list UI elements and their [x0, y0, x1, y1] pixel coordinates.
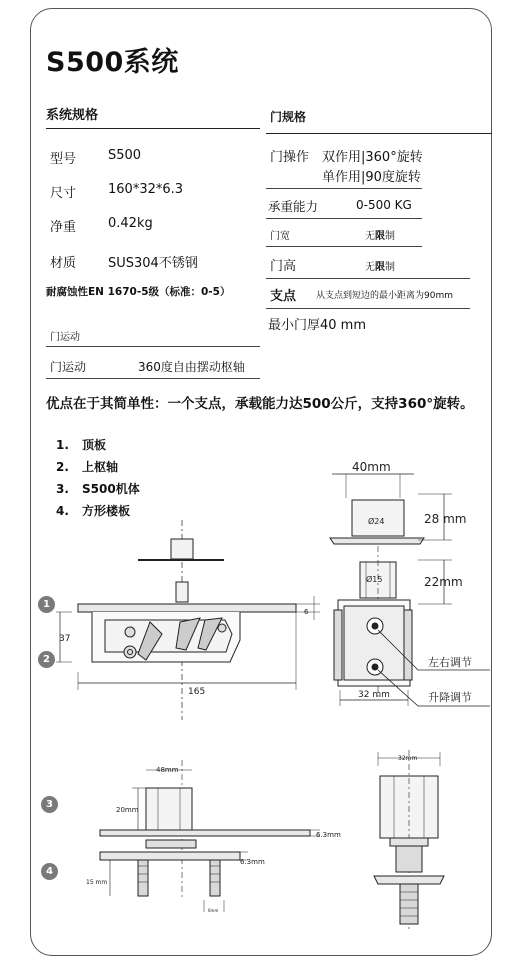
door-width-value: 无限制	[365, 231, 395, 242]
advantage-text: 优点在于其简单性：一个支点，承载能力达500公斤，支持360°旋转。	[46, 396, 474, 412]
door-operation-line1: 双作用|360°旋转	[322, 150, 423, 165]
dim-32mm-small: 32mm	[398, 755, 418, 762]
dim-15: Ø15	[366, 575, 383, 584]
dim-40mm: 40mm	[352, 460, 391, 474]
callout-badge-2: 2	[38, 651, 55, 668]
pivot-label: 支点	[270, 289, 297, 304]
min-door-thickness: 最小门厚40 mm	[268, 318, 367, 333]
adjust-up-down-label: 升降调节	[428, 691, 472, 704]
dim-15mm: 15 mm	[86, 879, 108, 886]
spec-value-model: S500	[108, 148, 142, 163]
spec-label-material: 材质	[50, 256, 77, 271]
dim-165: 165	[188, 687, 206, 697]
adjust-left-right-label: 左右调节	[428, 656, 472, 669]
list-item: 4. 方形楼板	[56, 504, 131, 518]
callout-badge-1: 1	[38, 596, 55, 613]
list-item: 1. 顶板	[56, 438, 107, 452]
dim-48mm: 48mm	[156, 766, 179, 774]
dim-6-3mm-top: 6.3mm	[316, 831, 341, 839]
callout-badge-4: 4	[41, 863, 58, 880]
capacity-label: 承重能力	[268, 199, 319, 214]
spec-value-material: SUS304不锈钢	[108, 256, 198, 271]
spec-label-weight: 净重	[50, 220, 77, 235]
dim-6: 6	[304, 608, 309, 616]
system-spec-header: 系统规格	[46, 108, 99, 123]
bottom-front-view-drawing	[374, 750, 444, 930]
page-title: S500系统	[46, 47, 179, 78]
corrosion-rating: 耐腐蚀性EN 1670-5级（标准：0-5）	[46, 286, 231, 298]
capacity-value: 0-500 KG	[356, 198, 412, 212]
motion-label: 门运动	[50, 360, 87, 374]
spec-label-model: 型号	[50, 152, 77, 167]
dim-32mm: 32 mm	[358, 690, 390, 700]
spec-value-size: 160*32*6.3	[108, 182, 184, 197]
list-item: 3. S500机体	[56, 482, 140, 496]
dim-22mm: 22mm	[424, 575, 463, 589]
dim-6-3mm-bottom: 6.3mm	[240, 858, 265, 866]
door-motion-header: 门运动	[50, 332, 80, 343]
dim-20mm: 20mm	[116, 806, 139, 814]
front-view-drawing	[330, 474, 490, 706]
door-operation-label: 门操作	[270, 150, 310, 165]
bottom-side-view-drawing	[100, 760, 320, 912]
dim-6mm: 6mm	[208, 908, 219, 913]
door-height-value: 无限制	[365, 262, 395, 273]
motion-value: 360度自由摆动枢轴	[138, 360, 245, 374]
pivot-value: 从支点到短边的最小距离为90mm	[316, 291, 453, 301]
spec-label-size: 尺寸	[50, 186, 77, 201]
door-width-label: 门宽	[270, 231, 290, 242]
spec-value-weight: 0.42kg	[108, 216, 153, 231]
list-item: 2. 上枢轴	[56, 460, 119, 474]
dim-24: Ø24	[368, 517, 385, 526]
dim-28mm: 28 mm	[424, 512, 467, 526]
callout-badge-3: 3	[41, 796, 58, 813]
door-height-label: 门高	[270, 259, 297, 274]
door-spec-header: 门规格	[270, 110, 307, 124]
door-operation-line2: 单作用|90度旋转	[322, 170, 421, 185]
dim-37: 37	[59, 634, 71, 644]
